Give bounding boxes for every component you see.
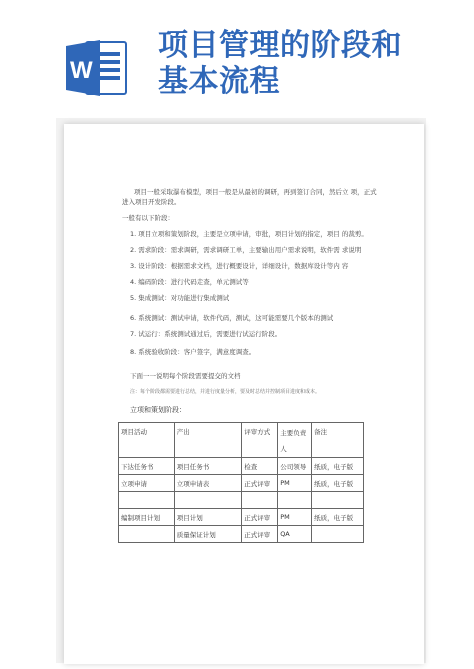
title-line-1: 项目管理的阶段和 xyxy=(158,28,402,63)
table-cell xyxy=(312,526,364,543)
intro-line-1: 项目一般采取瀑布模型，项目一般是从最初的调研，再到签订合同，然后立 项，正式 xyxy=(134,188,377,196)
table-title: 立项和策划阶段： xyxy=(130,406,186,414)
table-row xyxy=(119,526,364,543)
table-row xyxy=(119,492,364,509)
table-cell: 纸质，电子版 xyxy=(312,458,364,475)
header-cell: 项目活动 xyxy=(119,423,175,458)
table-header-row xyxy=(119,423,364,458)
table-row xyxy=(119,475,364,492)
page-title xyxy=(158,28,458,100)
phase-3: 3. 设计阶段：根据需求文档，进行概要设计，详细设计，数据库设计等内 容 xyxy=(130,262,349,270)
table-cell: 项目计划 xyxy=(174,509,242,526)
note-text: 注：每个阶段都需要进行总结，并进行度量分析，要及时总结并控制项目进度和成本。 xyxy=(130,389,321,395)
table-cell: 正式评审 xyxy=(242,475,278,492)
phase-7: 7. 试运行：系统测试通过后，需要进行试运行阶段。 xyxy=(130,330,282,338)
header-cell: 主要负责人 xyxy=(278,423,312,458)
table-cell: 质量保证计划 xyxy=(174,526,242,543)
intro-line-2: 进入项目开发阶段。 xyxy=(122,198,181,206)
table-cell xyxy=(242,492,278,509)
table-cell: 项目任务书 xyxy=(174,458,242,475)
table-cell: PM xyxy=(278,509,312,526)
table-cell: 正式评审 xyxy=(242,526,278,543)
header-cell: 评审方式 xyxy=(242,423,278,458)
table-cell: 立项申请 xyxy=(119,475,175,492)
table-cell: 公司领导 xyxy=(278,458,312,475)
phase-4: 4. 编码阶段：进行代码走查，单元测试等 xyxy=(130,278,249,286)
table-cell: 立项申请表 xyxy=(174,475,242,492)
table-row xyxy=(119,458,364,475)
phase-8: 8. 系统验收阶段：客户签字，满意度调查。 xyxy=(130,348,256,356)
table-cell xyxy=(312,492,364,509)
table-cell xyxy=(174,492,242,509)
page-header xyxy=(0,0,474,118)
docs-heading: 下面一一说明每个阶段需要提交的文档 xyxy=(130,372,241,380)
table-cell xyxy=(119,526,175,543)
phase-6: 6. 系统测试：测试申请，软件代码，测试，这可能需要几个版本的测试 xyxy=(130,314,334,322)
table-cell: 纸质，电子版 xyxy=(312,509,364,526)
table-cell: QA xyxy=(278,526,312,543)
table-cell: 纸质，电子版 xyxy=(312,475,364,492)
table-cell xyxy=(278,492,312,509)
deliverables-table xyxy=(118,422,364,543)
phases-heading: 一般有以下阶段： xyxy=(122,214,174,222)
phase-2: 2. 需求阶段：需求调研，需求调研工单，主要输出用户需求说明，软件需 求说明 xyxy=(130,246,362,254)
word-icon xyxy=(66,38,128,98)
table-cell: 编制项目计划 xyxy=(119,509,175,526)
header-cell: 备注 xyxy=(312,423,364,458)
table-cell xyxy=(119,492,175,509)
table-row xyxy=(119,509,364,526)
table-cell: PM xyxy=(278,475,312,492)
header-cell: 产出 xyxy=(174,423,242,458)
phase-1: 1. 项目立项和策划阶段，主要是立项申请，审批，项目计划的指定，项目 的裁剪。 xyxy=(130,230,368,238)
phase-5: 5. 集成测试：对功能进行集成测试 xyxy=(130,294,230,302)
table-cell: 正式评审 xyxy=(242,509,278,526)
table-cell: 检查 xyxy=(242,458,278,475)
svg-text:W: W xyxy=(70,57,93,84)
document-page xyxy=(64,124,424,664)
table-cell: 下达任务书 xyxy=(119,458,175,475)
title-line-2: 基本流程 xyxy=(158,64,280,99)
